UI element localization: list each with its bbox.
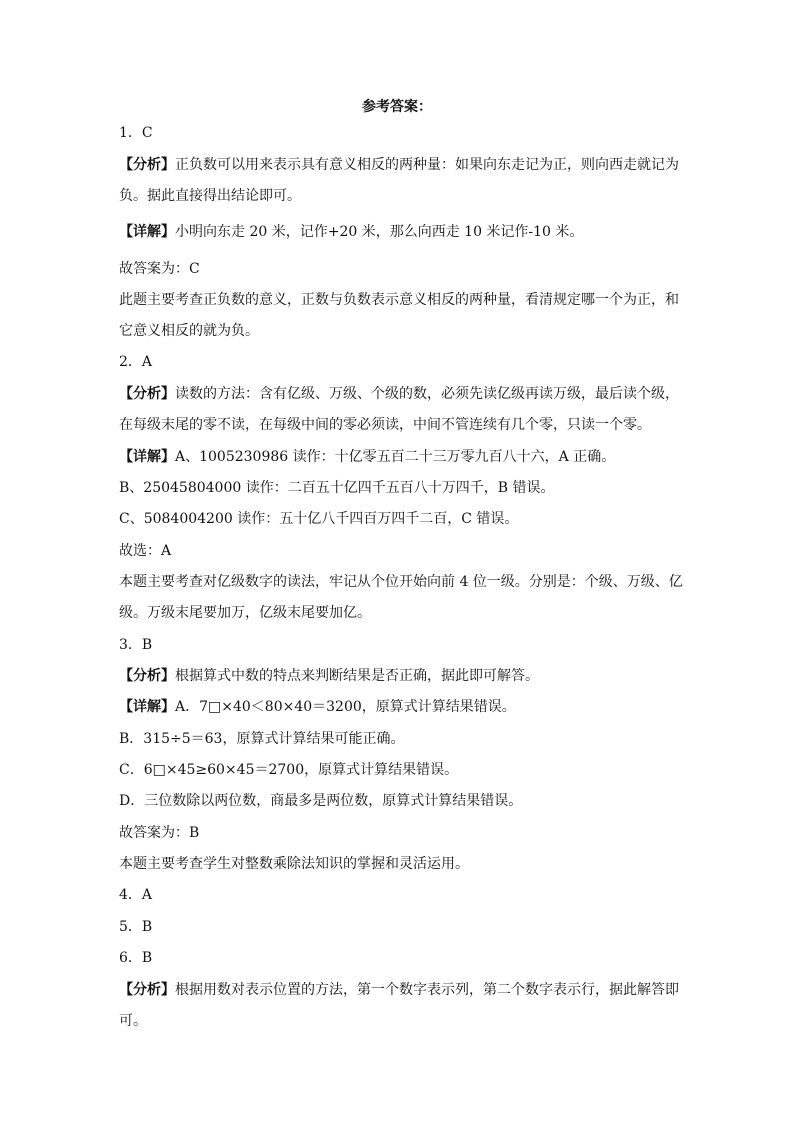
detail-line [119, 729, 689, 749]
line-text: 2．A [119, 354, 153, 370]
line-text: 6．B [119, 950, 153, 966]
line-text: 此题主要考查正负数的意义，正数与负数表示意义相反的两种量，看清规定哪一个为正，和 [119, 292, 679, 308]
line-text: C、5084004200 读作：五十亿八千四百万四千二百，C 错误。 [119, 511, 519, 527]
line-text: A．7□×40＜80×40＝3200，原算式计算结果错误。 [175, 699, 516, 715]
analysis-line [119, 384, 689, 404]
detail-line [119, 222, 689, 242]
answer-line-6 [119, 948, 689, 968]
line-text: 它意义相反的就为负。 [119, 323, 259, 339]
summary-line [119, 321, 689, 341]
answer-conclusion-line [119, 259, 689, 279]
detail-line [119, 509, 689, 529]
line-text: B．315÷5＝63，原算式计算结果可能正确。 [119, 731, 405, 747]
line-text: 根据算式中数的特点来判断结果是否正确，据此即可解答。 [175, 668, 539, 684]
line-text: 根据用数对表示位置的方法，第一个数字表示列，第二个数字表示行，据此解答即 [175, 982, 679, 998]
line-text: 故选：A [119, 543, 172, 559]
detail-line [119, 760, 689, 780]
answer-conclusion-line [119, 823, 689, 843]
line-text: 3．B [119, 637, 153, 653]
line-tag: 【分析】 [119, 982, 175, 998]
line-text: 小明向东走 20 米，记作+20 米，那么向西走 10 米记作-10 米。 [175, 224, 584, 240]
detail-line [119, 447, 689, 467]
detail-line [119, 478, 689, 498]
line-text: C．6□×45≥60×45＝2700，原算式计算结果错误。 [119, 762, 459, 778]
line-text: 可。 [119, 1013, 147, 1029]
line-tag: 【详解】 [119, 699, 175, 715]
answer-line-1 [119, 123, 689, 143]
answer-conclusion-line [119, 541, 689, 561]
line-text: 本题主要考查对亿级数字的读法，牢记从个位开始向前 4 位一级。分别是：个级、万级、亿 [119, 574, 683, 590]
line-text: 1．C [119, 125, 153, 141]
line-text: D．三位数除以两位数，商最多是两位数，原算式计算结果错误。 [119, 793, 523, 809]
analysis-line [119, 1011, 689, 1031]
line-tag: 【详解】 [119, 449, 175, 465]
answer-line-2 [119, 352, 689, 372]
line-text: A、1005230986 读作：十亿零五百二十三万零九百八十六，A 正确。 [175, 449, 616, 465]
line-tag: 【分析】 [119, 386, 175, 402]
summary-line [119, 572, 689, 592]
analysis-line [119, 155, 689, 175]
summary-line [119, 290, 689, 310]
analysis-line [119, 415, 689, 435]
line-text: 故答案为：B [119, 825, 200, 841]
line-text: 正负数可以用来表示具有意义相反的两种量：如果向东走记为正，则向西走就记为 [175, 157, 679, 173]
line-text: 读数的方法：含有亿级、万级、个级的数，必须先读亿级再读万级，最后读个级， [175, 386, 679, 402]
page-title: 参考答案： [362, 99, 432, 115]
answer-line-5 [119, 917, 689, 937]
line-tag: 【详解】 [119, 224, 175, 240]
line-text: 级。万级末尾要加万，亿级末尾要加亿。 [119, 605, 371, 621]
line-text: 4．A [119, 887, 153, 903]
line-text: 5．B [119, 919, 153, 935]
answer-line-3 [119, 635, 689, 655]
detail-line [119, 791, 689, 811]
analysis-line [119, 980, 689, 1000]
line-text: 故答案为：C [119, 261, 200, 277]
summary-line [119, 854, 689, 874]
answer-line-4 [119, 885, 689, 905]
summary-line [119, 603, 689, 623]
line-text: 在每级末尾的零不读，在每级中间的零必须读，中间不管连续有几个零，只读一个零。 [119, 417, 651, 433]
analysis-line [119, 186, 689, 206]
line-tag: 【分析】 [119, 157, 175, 173]
line-text: B、25045804000 读作：二百五十亿四千五百八十万四千，B 错误。 [119, 480, 555, 496]
line-text: 本题主要考查学生对整数乘除法知识的掌握和灵活运用。 [119, 856, 469, 872]
analysis-line [119, 666, 689, 686]
line-text: 负。据此直接得出结论即可。 [119, 188, 301, 204]
detail-line [119, 697, 689, 717]
line-tag: 【分析】 [119, 668, 175, 684]
